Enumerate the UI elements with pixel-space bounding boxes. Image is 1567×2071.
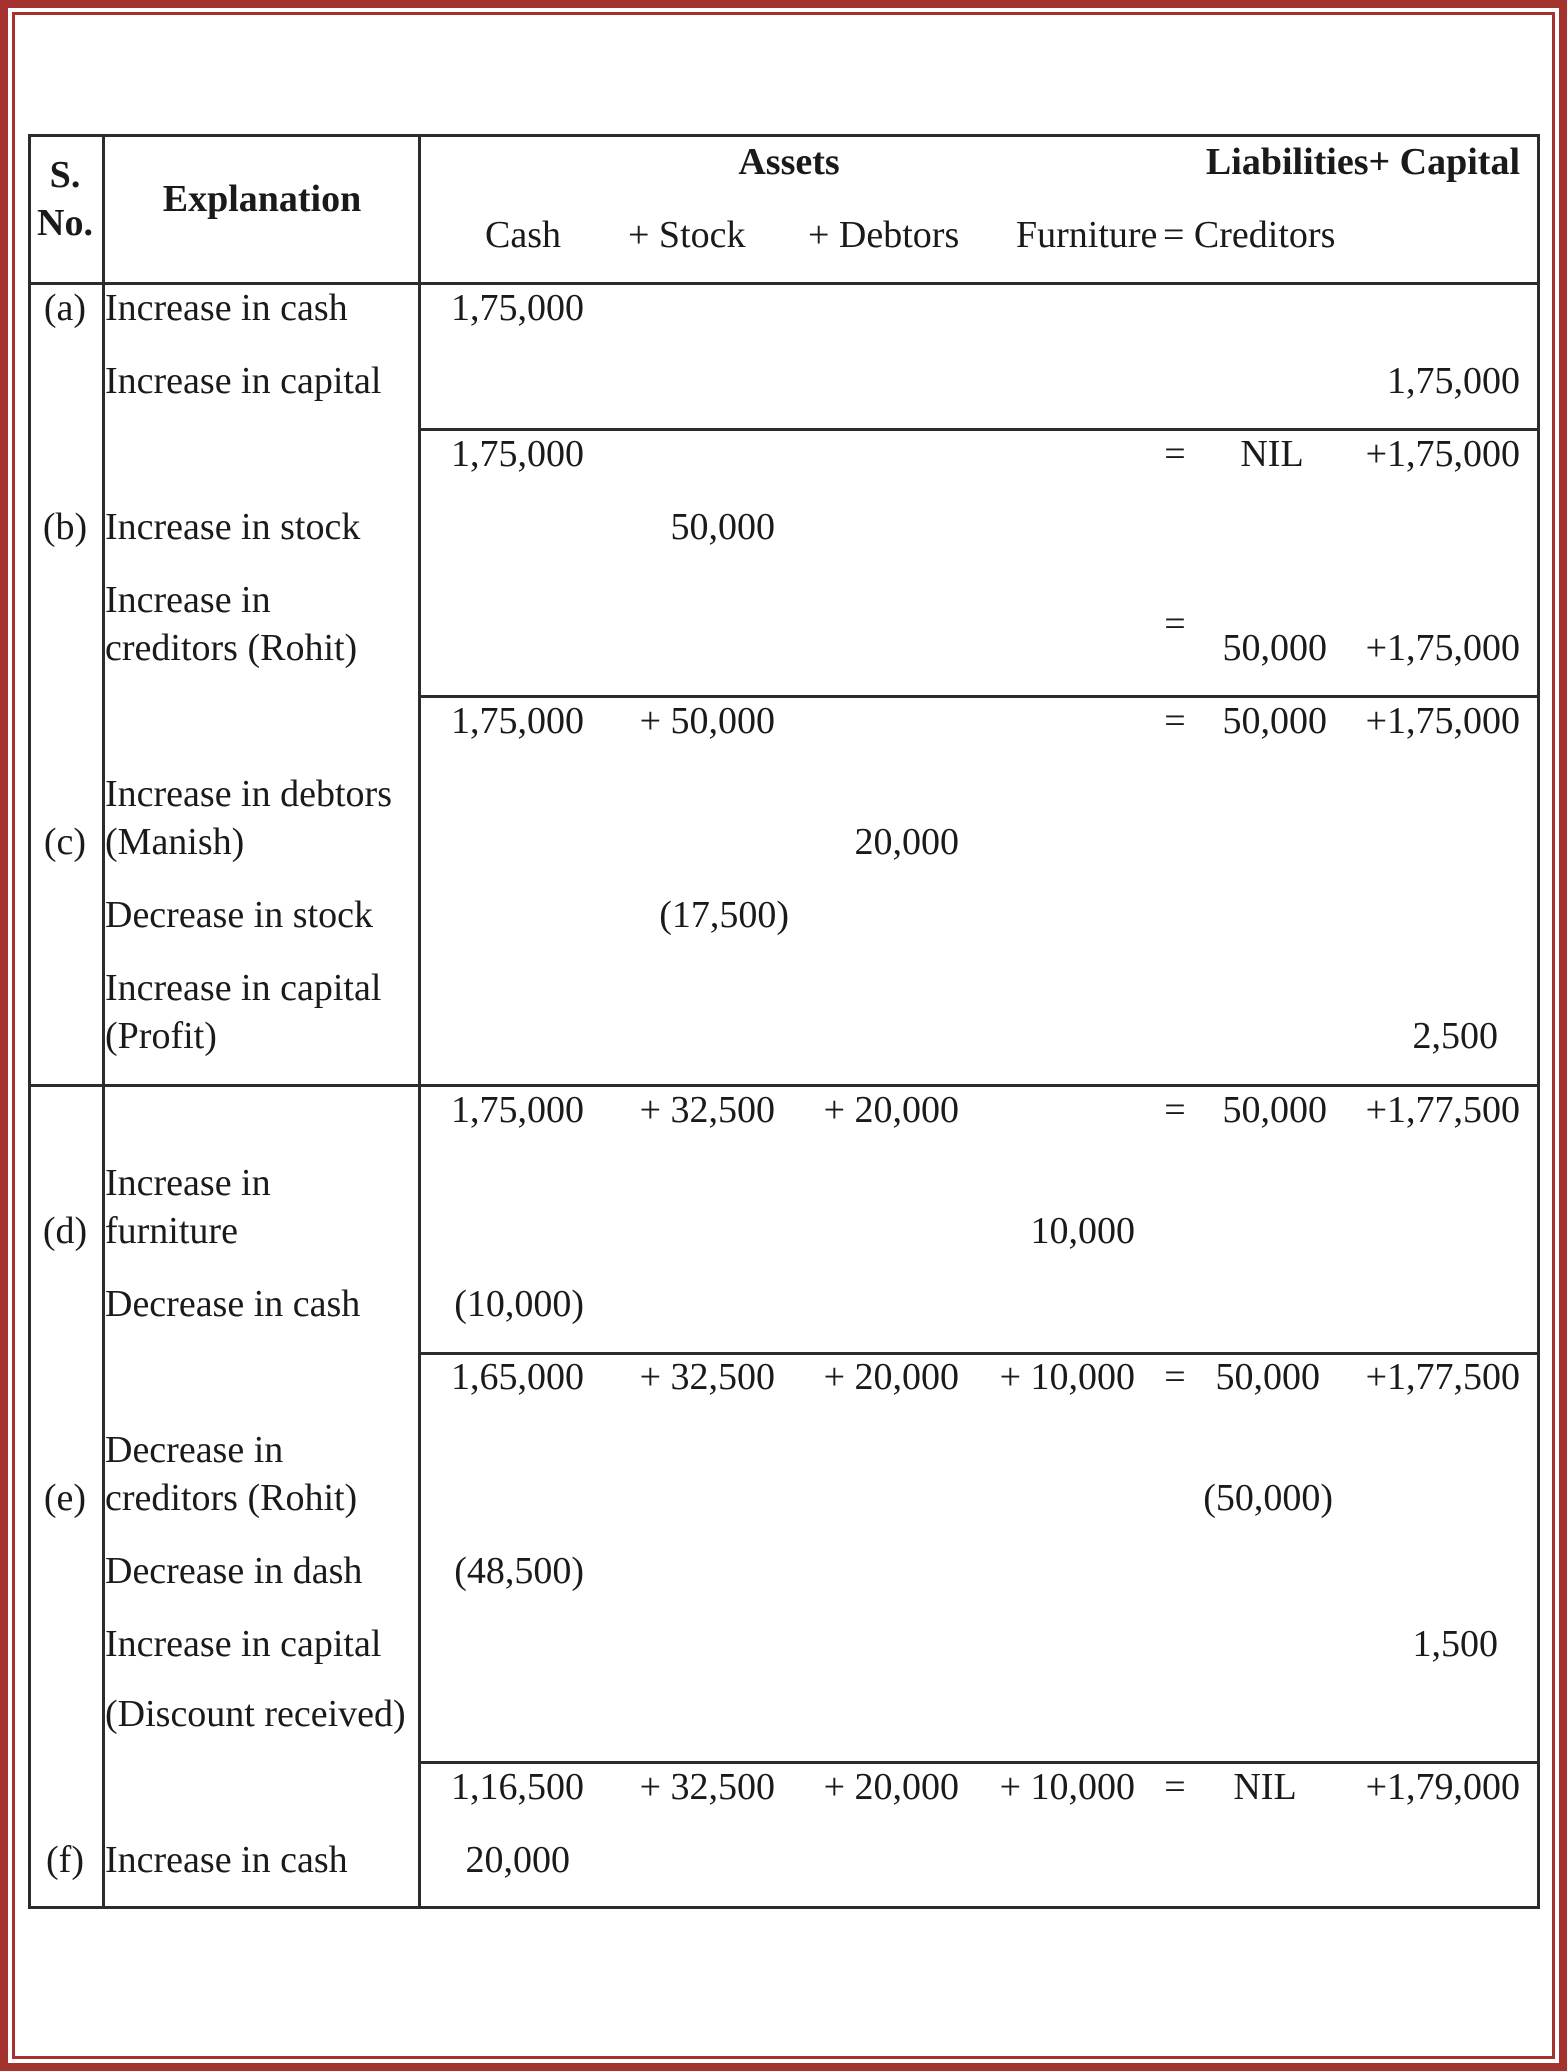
row-label-e: (e) [43,1477,87,1519]
subtotal-stock: + 32,500 [639,1089,775,1131]
subtotal-line-a [419,428,1539,431]
table-bottom-border [28,1906,1539,1909]
header-liabilities-capital: Liabilities+ Capital [1205,141,1520,183]
creditors-value: (50,000) [1203,1477,1333,1519]
subtotal-equals: = [1164,1356,1186,1398]
furniture-value: 10,000 [1030,1210,1135,1252]
row-label-a: (a) [43,287,87,329]
subtotal-equals: = [1164,1766,1186,1808]
table-top-border [28,134,1539,137]
subtotal-line-b [419,695,1539,698]
subtotal-line-e [419,1761,1539,1764]
explanation-text: Decrease in cash [105,1283,361,1325]
subtotal-cash: 1,75,000 [451,1089,584,1131]
explanation-text: (Profit) [105,1015,217,1057]
header-cash: Cash [485,214,561,256]
header-sno-line1: S. [49,154,81,196]
subtotal-cash: 1,16,500 [451,1766,584,1808]
header-bottom-border [28,282,1539,285]
subtotal-cash: 1,65,000 [451,1356,584,1398]
explanation-text: Decrease in stock [105,894,373,936]
subtotal-creditors: 50,000 [1222,700,1327,742]
subtotal-equals: = [1164,433,1186,475]
explanation-text: Increase in capital [105,1623,382,1665]
explanation-column-border [418,134,421,1909]
explanation-text: Increase in cash [105,287,348,329]
subtotal-capital: +1,75,000 [1365,700,1520,742]
explanation-text: Decrease in [105,1429,284,1471]
row-label-c: (c) [43,821,87,863]
header-debtors: + Debtors [808,214,960,256]
subtotal-creditors: 50,000 [1215,1356,1320,1398]
explanation-text: (Discount received) [105,1693,406,1735]
explanation-text: Increase in debtors [105,773,392,815]
subtotal-capital: +1,79,000 [1365,1766,1520,1808]
subtotal-debtors: + 20,000 [823,1766,959,1808]
row-label-d: (d) [42,1210,88,1252]
row-label-b: (b) [42,506,88,548]
subtotal-creditors: NIL [1233,1766,1297,1808]
stock-value: 50,000 [670,506,775,548]
subtotal-creditors: 50,000 [1222,1089,1327,1131]
header-assets: Assets [738,141,840,183]
explanation-text: Increase in stock [105,506,361,548]
explanation-text: Increase in [105,1162,271,1204]
cash-value: (48,500) [454,1550,584,1592]
debtors-value: 20,000 [854,821,959,863]
subtotal-capital: +1,75,000 [1365,433,1520,475]
explanation-text: Increase in capital [105,360,382,402]
subtotal-creditors: NIL [1240,433,1304,475]
capital-value: 1,500 [1412,1623,1498,1665]
subtotal-furniture: + 10,000 [999,1356,1135,1398]
explanation-text: Increase in cash [105,1839,348,1881]
header-stock: + Stock [628,214,746,256]
explanation-text: creditors (Rohit) [105,1477,358,1519]
section-divider-c [28,1084,1539,1087]
header-explanation: Explanation [162,178,362,220]
subtotal-debtors: + 20,000 [823,1089,959,1131]
subtotal-stock: + 50,000 [639,700,775,742]
subtotal-cash: 1,75,000 [451,700,584,742]
capital-value: 2,500 [1412,1015,1498,1057]
subtotal-stock: + 32,500 [639,1356,775,1398]
table-left-border [28,134,31,1909]
cash-value: (10,000) [454,1283,584,1325]
subtotal-equals: = [1164,700,1186,742]
explanation-text: creditors (Rohit) [105,627,358,669]
explanation-text: (Manish) [105,821,245,863]
subtotal-cash: 1,75,000 [451,433,584,475]
row-label-f: (f) [46,1839,84,1881]
header-creditors: = Creditors [1163,214,1336,256]
capital-value: +1,75,000 [1365,627,1520,669]
creditors-value: 50,000 [1222,627,1327,669]
explanation-text: furniture [105,1210,238,1252]
explanation-text: Decrease in dash [105,1550,363,1592]
explanation-text: Increase in [105,579,271,621]
subtotal-capital: +1,77,500 [1365,1089,1520,1131]
cash-value: 20,000 [465,1839,570,1881]
subtotal-equals: = [1164,1089,1186,1131]
equals-sign: = [1164,603,1186,645]
subtotal-furniture: + 10,000 [999,1766,1135,1808]
table-right-border [1537,134,1540,1909]
stock-value: (17,500) [659,894,789,936]
subtotal-stock: + 32,500 [639,1766,775,1808]
cash-value: 1,75,000 [451,287,584,329]
subtotal-debtors: + 20,000 [823,1356,959,1398]
header-sno-line2: No. [37,202,93,244]
header-furniture: Furniture [1016,214,1158,256]
capital-value: 1,75,000 [1387,360,1520,402]
subtotal-capital: +1,77,500 [1365,1356,1520,1398]
explanation-text: Increase in capital [105,967,382,1009]
